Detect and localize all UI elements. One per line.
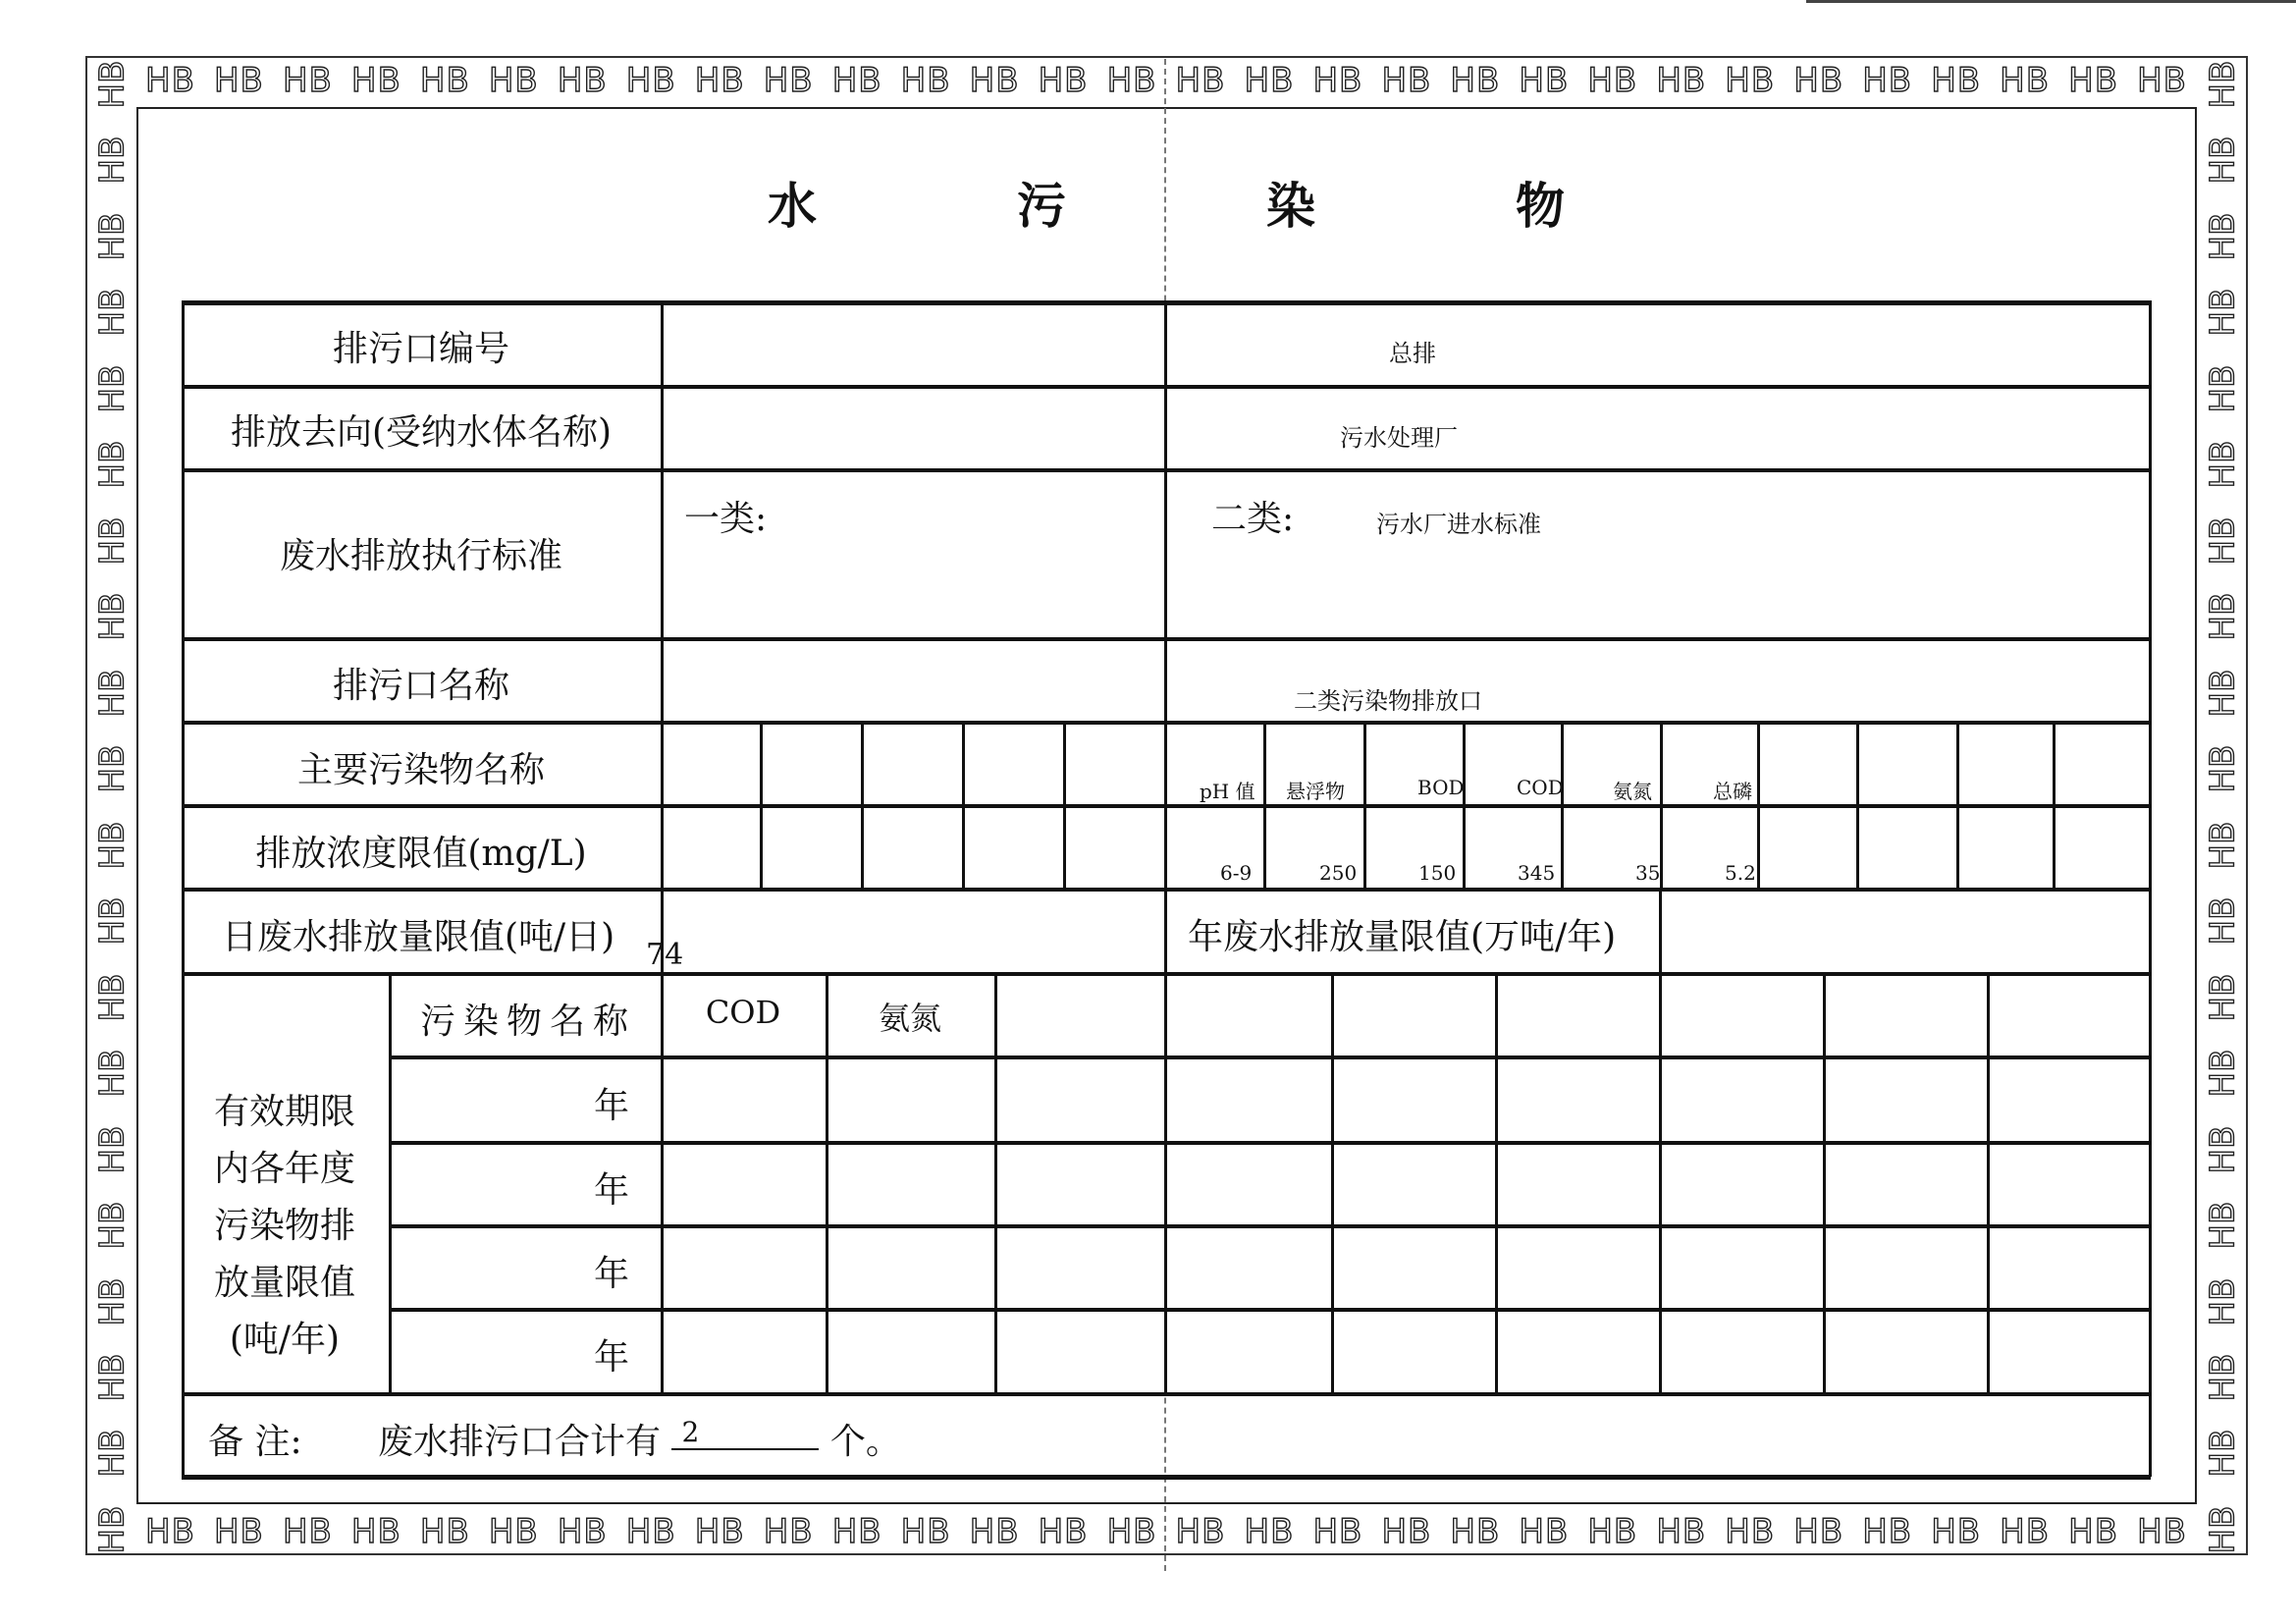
concentration-value-tp[interactable]: 5.2 xyxy=(1725,861,1756,885)
year-row-label: 年 xyxy=(594,1170,630,1211)
annual-column-ammonia: 氨氮 xyxy=(878,1000,942,1037)
concentration-value-ss[interactable]: 250 xyxy=(1319,861,1358,885)
discharge-destination-label: 排放去向(受纳水体名称) xyxy=(230,412,613,453)
title-char: 污 xyxy=(1017,177,1066,235)
remarks-text: 废水排污口合计有 2 个。 xyxy=(378,1416,901,1462)
year-row-label: 年 xyxy=(594,1254,630,1294)
border-pattern-right: HB HB HB HB HB HB HB HB HB HB HB HB HB HB HB HB HB HB HB HB xyxy=(2203,60,2242,1554)
title-char: 染 xyxy=(1266,177,1315,235)
pollutant-name-bod[interactable]: BOD xyxy=(1417,776,1465,799)
discharge-destination-value[interactable]: 污水处理厂 xyxy=(1340,424,1458,452)
annual-pollutant-section-label: 有效期限 内各年度 污染物排 放量限值 (吨/年) xyxy=(213,1092,355,1360)
concentration-value-ammonia[interactable]: 35 xyxy=(1635,861,1661,885)
concentration-value-ph[interactable]: 6-9 xyxy=(1220,861,1253,885)
year-row-label: 年 xyxy=(594,1086,630,1126)
pollutant-name-header: 污染物名称 xyxy=(420,1001,637,1042)
outlet-number-label: 排污口编号 xyxy=(332,329,510,369)
pollutant-name-cod[interactable]: COD xyxy=(1517,776,1564,799)
class2-label: 二类: xyxy=(1211,499,1295,539)
annual-column-cod: COD xyxy=(705,994,781,1031)
outlet-name-label: 排污口名称 xyxy=(332,666,510,706)
border-pattern-top: HB HB HB HB HB HB HB HB HB HB HB HB HB HB HB HB HB HB HB HB HB HB HB HB HB HB HB HB HB HB xyxy=(145,61,2187,100)
remarks-label: 备 注: xyxy=(208,1422,302,1462)
page-title xyxy=(0,167,2296,245)
daily-limit-value[interactable]: 74 xyxy=(646,938,684,972)
outlet-name-value[interactable]: 二类污染物排放口 xyxy=(1294,687,1482,715)
annual-limit-label: 年废水排放量限值(万吨/年) xyxy=(1188,917,1617,957)
concentration-value-bod[interactable]: 150 xyxy=(1418,861,1457,885)
pollutant-name-ph[interactable]: pH 值 xyxy=(1200,780,1255,803)
pollutant-name-tp[interactable]: 总磷 xyxy=(1713,780,1752,803)
daily-limit-label: 日废水排放量限值(吨/日) xyxy=(222,917,615,957)
outlet-number-value[interactable]: 总排 xyxy=(1389,340,1436,367)
border-pattern-left: HB HB HB HB HB HB HB HB HB HB HB HB HB HB HB HB HB HB HB HB xyxy=(92,60,132,1554)
concentration-limit-label: 排放浓度限值(mg/L) xyxy=(255,834,587,874)
title-char: 水 xyxy=(768,177,817,235)
year-row-label: 年 xyxy=(594,1337,630,1378)
class2-value[interactable]: 污水厂进水标准 xyxy=(1376,511,1541,538)
class1-label: 一类: xyxy=(684,499,768,539)
outlet-count-field[interactable]: 2 xyxy=(671,1416,819,1450)
main-pollutants-label: 主要污染物名称 xyxy=(296,750,546,790)
pollutant-name-ss[interactable]: 悬浮物 xyxy=(1286,780,1345,803)
scan-edge-line xyxy=(1806,0,2296,3)
concentration-value-cod[interactable]: 345 xyxy=(1518,861,1556,885)
border-pattern-bottom: HB HB HB HB HB HB HB HB HB HB HB HB HB HB HB HB HB HB HB HB HB HB HB HB HB HB HB HB HB HB xyxy=(145,1512,2187,1551)
standard-label: 废水排放执行标准 xyxy=(279,536,563,576)
pollutant-name-ammonia[interactable]: 氨氮 xyxy=(1613,780,1652,803)
title-char: 物 xyxy=(1516,177,1565,235)
